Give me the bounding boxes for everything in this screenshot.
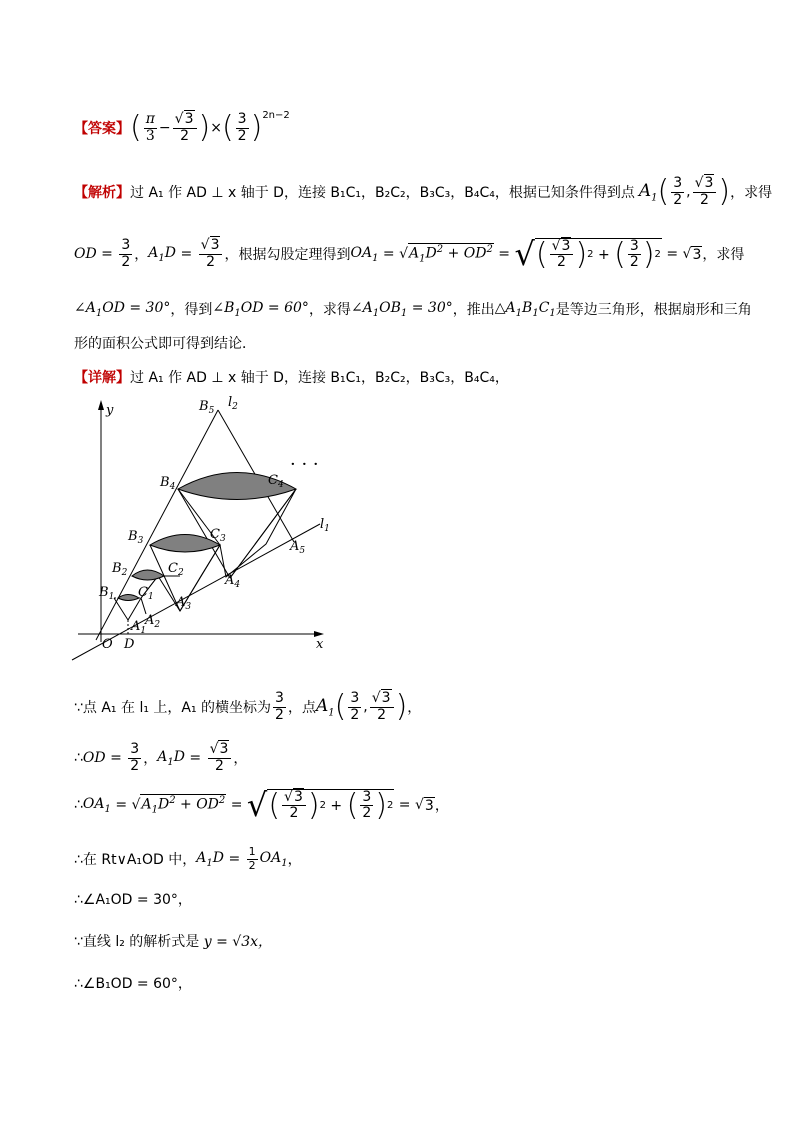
svg-text:y: y [106,403,114,418]
answer-line: 【答案】 ( $\frac{\pi}{3}$ − $\frac{√3}{2}$ ) × ( $\frac{3}{2}$ ) $^{2n-2}$ [74,110,290,145]
svg-text:x: x [316,637,324,652]
svg-text:A5: $A_5$ [290,539,306,556]
svg-text:· · ·: · · · [290,454,319,475]
detail-step-2: ∴ OD = $\frac{3}{2}$ ， $A_1D$ = $\frac{√3}{2}$ ， [74,741,248,774]
svg-text:O: O [102,637,113,652]
analysis-label: 【解析】 [74,185,130,201]
svg-text:D: D [124,637,135,652]
svg-text:l2: $l_2$ [228,395,238,412]
svg-text:C3: $C_3$ [210,527,226,544]
svg-text:B5: $B_5$ [199,399,215,416]
svg-text:B4: $B_4$ [160,475,176,492]
svg-text:A3: $A_3$ [176,595,192,612]
answer-label: 【答案】 [74,121,130,137]
detail-step-7: ∴∠B₁OD = 60°， [74,976,192,992]
detail-step-5: ∴∠A₁OD = 30°， [74,892,192,908]
svg-text:l1: $l_1$ [320,517,330,534]
svg-text:B1: $B_1$ [99,585,115,602]
svg-text:B3: $B_3$ [128,529,144,546]
detail-line-1: 【详解】 过 A₁ 作 AD ⊥ x 轴于 D，连接 B₁C₁，B₂C₂，B₃C₃，B₄C₄， [74,364,509,390]
detail-step-4: ∴在 Rt∨A₁OD 中， $A_1D$ = $\frac{1}{2}$ $OA_1$ ， [74,845,302,872]
detail-step-6: ∵直线 l₂ 的解析式是 y = √3x， [74,934,273,950]
analysis-line-4: 形的面积公式即可得到结论． [74,336,256,352]
svg-text:C2: $C_2$ [168,561,184,578]
analysis-line-1: 【解析】 过 A₁ 作 AD ⊥ x 轴于 D，连接 B₁C₁，B₂C₂，B₃C₃，B₄C₄，根据已知条件得到点 $A_1$ ( $\frac{3}{2}$ , $\frac{√3}{2}$ ) ，求得 [74,174,773,209]
svg-text:C4: $C_4$ [268,473,284,490]
detail-label: 【详解】 [74,370,130,386]
svg-text:A4: $A_4$ [225,573,241,590]
svg-text:A2: $A_2$ [145,613,161,630]
svg-text:B2: $B_2$ [112,561,128,578]
detail-step-3: ∴ $OA_1$ = √ $A_1D^2 + OD^2$ = √ ( $\frac{√3}{2}$ ) 2 + ( $\frac{3}{2}$ ) 2 = √ 3 ， [74,786,449,824]
detail-step-1: ∵点 A₁ 在 l₁ 上，A₁ 的横坐标为 $\frac{3}{2}$ ，点 $A_1$ ( $\frac{3}{2}$ , $\frac{√3}{2}$ ) ， [74,689,422,724]
analysis-line-3: $\angle A_1OD = 30^\circ$ ，得到 $\angle B_1OD = 60^\circ$ ，求得 $\angle A_1OB_1 = 30^\circ$ ，推出 $\triangle A_1B_1C_1$ 是等边三角形，根据扇形和三角 [74,299,752,319]
svg-text:A1: $A_1$ [131,619,147,636]
svg-text:C1: $C_1$ [138,585,154,602]
analysis-line-2: OD = $\frac{3}{2}$ ， $A_1D$ = $\frac{√3}{2}$ ，根据勾股定理得到 $OA_1$ = √ $A_1D^2 + OD^2$ = √ ( $\frac{√3}{2}$ ) 2 + ( $\frac{3}{2}$ ) 2 = √ 3 ，求得 [74,235,745,273]
geometry-figure [68,392,348,662]
